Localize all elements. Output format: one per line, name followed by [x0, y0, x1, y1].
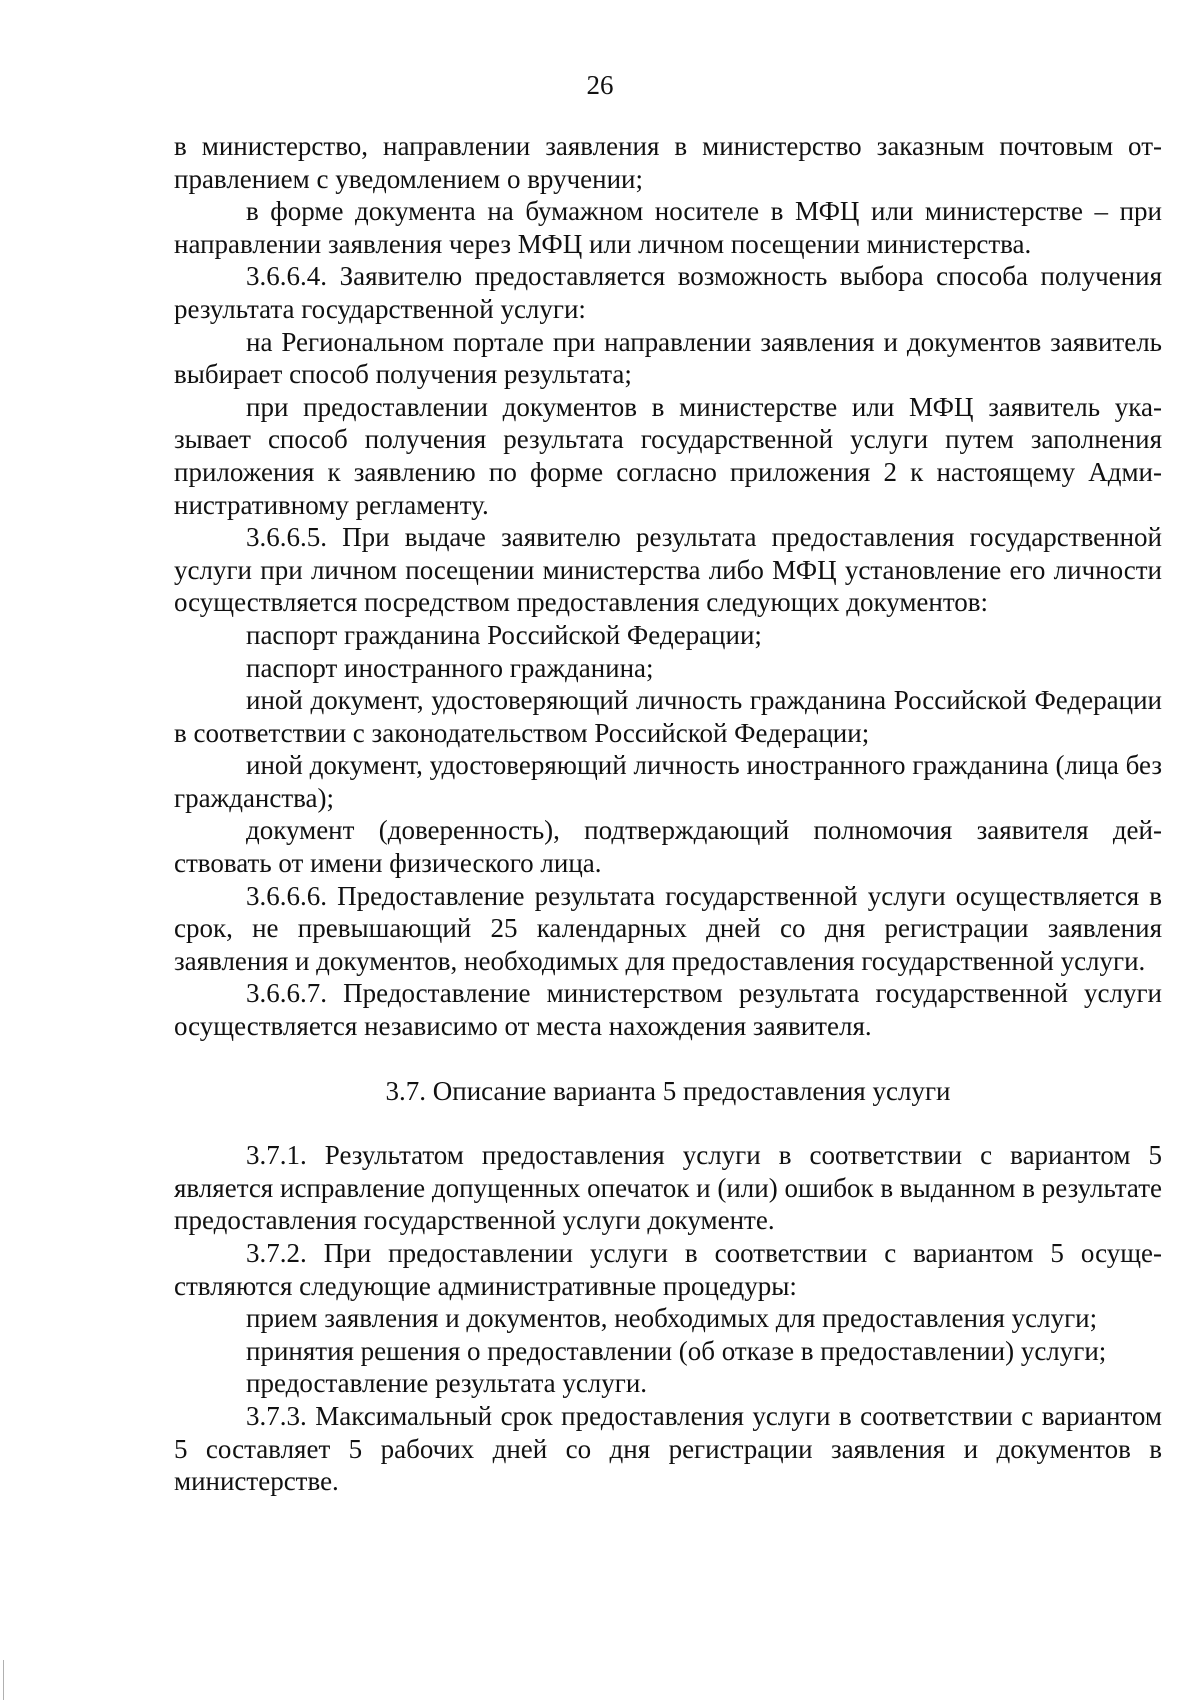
list-item: документ (доверенность), подтверждающий полномочия заявителя действовать от имени физического лица. — [174, 815, 1162, 879]
paragraph: 3.6.6.6. Предоставление результата государственной услуги осуществляется в срок, не превышающий 25 календарных дней со дня регистрации заявления заявления и документов, необходимых для предоставления государственной услуги. — [174, 880, 1162, 976]
document-body — [174, 130, 1162, 1498]
page-number: 26 — [586, 70, 614, 100]
paragraph: 3.7.2. При предоставлении услуги в соответствии с вариантом 5 осуществляются следующие административные процедуры: — [174, 1238, 1162, 1301]
paragraph: при предоставлении документов в министерстве или МФЦ заявитель указывает способ получения результата государственной услуги путем заполнения приложения к заявлению по форме согласно приложения 2 к настоящему Административному регламенту. — [174, 391, 1162, 520]
list-item: предоставление результата услуги. — [246, 1368, 648, 1399]
list-item: прием заявления и документов, необходимых для предоставления услуги; — [246, 1303, 1098, 1334]
scan-edge-mark — [3, 1660, 4, 1700]
paragraph: на Региональном портале при направлении заявления и документов заявитель выбирает способ получения результата; — [174, 326, 1162, 390]
paragraph: 3.7.1. Результатом предоставления услуги в соответствии с вариантом 5 является исправление допущенных опечаток и (или) ошибок в выданном в результате предоставления государственной услуги документе. — [174, 1140, 1162, 1236]
paragraph: 3.7.3. Максимальный срок предоставления услуги в соответствии с вариантом 5 составляет 5 рабочих дней со дня регистрации заявления и документов в министерстве. — [174, 1400, 1162, 1497]
paragraph: 3.6.6.4. Заявителю предоставляется возможность выбора способа получения результата государственной услуги: — [174, 261, 1162, 324]
list-item: паспорт иностранного гражданина; — [246, 652, 654, 683]
section-heading: 3.7. Описание варианта 5 предоставления услуги — [385, 1075, 951, 1106]
paragraph: в министерство, направлении заявления в министерство заказным почтовым отправлением с уведомлением о вручении; — [174, 131, 1162, 194]
paragraph: 3.6.6.7. Предоставление министерством результата государственной услуги осуществляется независимо от места нахождения заявителя. — [174, 978, 1162, 1042]
paragraph: 3.6.6.5. При выдаче заявителю результата предоставления государственной услуги при личном посещении министерства либо МФЦ установление его личности осуществляется посредством предоставления следующих документов: — [174, 522, 1162, 618]
list-item: принятия решения о предоставлении (об отказе в предоставлении) услуги; — [246, 1335, 1107, 1366]
list-item: иной документ, удостоверяющий личность иностранного гражданина (лица без гражданства); — [174, 750, 1162, 813]
list-item: паспорт гражданина Российской Федерации; — [246, 619, 762, 650]
list-item: иной документ, удостоверяющий личность гражданина Российской Федерации в соответствии с законодательством Российской Федерации; — [174, 685, 1162, 748]
paragraph: в форме документа на бумажном носителе в МФЦ или министерстве – при направлении заявления через МФЦ или личном посещении министерства. — [174, 196, 1162, 259]
